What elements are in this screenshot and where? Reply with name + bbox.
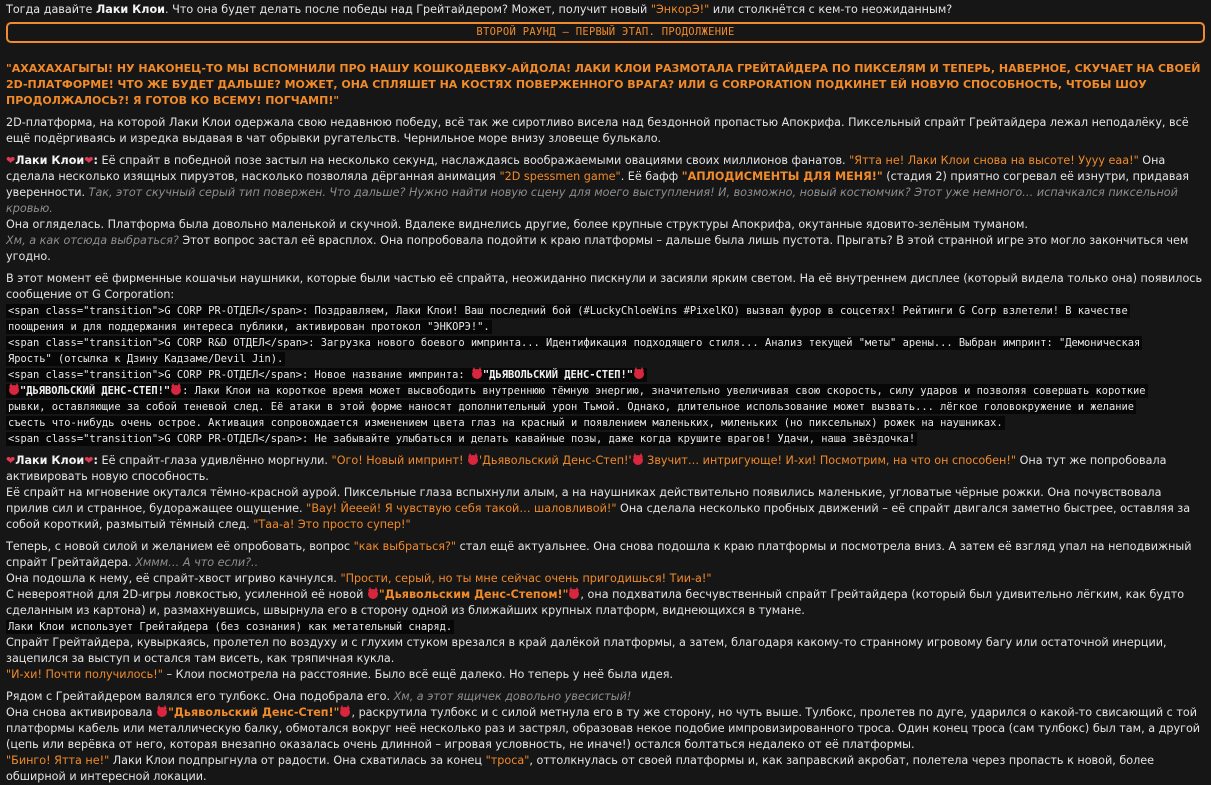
narration-paragraph: 2D-платформа, на которой Лаки Клои одержала свою недавнюю победу, всё так же сиротливо висела над бездонной пропастью Апокрифа. Пиксельный спрайт Грейтайдера лежал неподалёку, всё ещё подёргиваясь и изредка выдавая в чат обрывки ругательств. Чернильное море внизу зловеще булькало.: [6, 116, 1189, 145]
heart-icon: ❤: [84, 154, 94, 167]
devil-icon: [634, 369, 644, 379]
heart-icon: ❤: [6, 154, 16, 167]
character-paragraph: ❤Лаки Клои❤: Её спрайт-глаза удивлённо моргнули. "Ого! Новый импринт! 'Дьявольский Денс-Степ!' Звучит… интригующе! И-хи! Посмотрим, на что он способен!" Она тут же попробовала активировать новую способность.: [6, 454, 1167, 483]
round-banner: ВТОРОЙ РАУНД – ПЕРВЫЙ ЭТАП. ПРОДОЛЖЕНИЕ: [6, 22, 1205, 43]
system-message: "ДЬЯВОЛЬСКИЙ ДЕНС-СТЕП!" : Лаки Клои на короткое время может высвободить внутреннюю тёмную энергию, значительно увеличивая свою скорость, силу ударов и позволяя совершать короткие: [6, 384, 1148, 398]
narration-paragraph: Она огляделась. Платформа была довольно маленькой и скучной. Вдалеке виднелись другие, более крупные структуры Апокрифа, окутанные ядовито-зелёным туманом.: [6, 218, 1028, 231]
narration-paragraph: Хм, а как отсюда выбраться? Этот вопрос застал её врасплох. Она попробовала подойти к краю платформы – дальше была лишь пустота. Прыгать? В этой странной игре это могло закончиться чем угодно.: [6, 234, 1189, 263]
heart-icon: ❤: [6, 454, 16, 467]
system-message: <span class="transition">G CORP PR-ОТДЕЛ</span>: Не забывайте улыбаться и делать кавайные позы, даже когда крушите врагов! Удачи, наша звёздочка!: [8, 433, 916, 445]
devil-icon: [472, 369, 482, 379]
narration-paragraph: "Бинго! Ятта не!" Лаки Клои подпрыгнула от радости. Она схватилась за конец "троса", оттолкнулась от своей платформы и, как заправский акробат, полетела через пропасть к новой, более обширной и интересной локации.: [6, 754, 1155, 783]
narration-paragraph: Она снова активировала "Дьявольский Денс-Степ!" , раскрутила тулбокс и с силой метнула его в ту же сторону, но чуть выше. Тулбокс, пролетев по дуге, ударился о какой-то свисающий с той платформы кабель или металлическую балку, обмотался вокруг неё несколько раз и застрял, образовав некое подобие импровизированного троса. Один конец троса (сам тулбокс) был там, а другой (цепь или верёвка от него, которая внезапно оказалась очень длинной – игровая условность, не иначе!) остался болтаться недалеко от её платформы.: [6, 706, 1201, 751]
narration-paragraph: В этот момент её фирменные кошачьи наушники, которые были частью её спрайта, неожиданно пискнули и засияли ярким светом. На её внутреннем дисплее (который видела только она) появилось сообщение от G Corporation:: [6, 272, 1203, 301]
announcer-text: "АХАХАХАГЫГЫ! НУ НАКОНЕЦ-ТО МЫ ВСПОМНИЛИ ПРО НАШУ КОШКОДЕВКУ-АЙДОЛА! ЛАКИ КЛОИ РАЗМОТАЛА ГРЕЙТАЙДЕРА ПО ПИКСЕЛЯМ И ТЕПЕРЬ, НАВЕРНОЕ, СКУЧАЕТ НА СВОЕЙ 2D-ПЛАТФОРМЕ! ЧТО ЖЕ БУДЕТ ДАЛЬШЕ? МОЖЕТ, ОНА СПЛЯШЕТ НА КОСТЯХ ПОВЕРЖЕННОГО ВРАГА? ИЛИ G CORPORATION ПОДКИНЕТ ЕЙ НОВУЮ СПОСОБНОСТЬ, ЧТОБЫ ШОУ ПРОДОЛЖАЛОСЬ?! Я ГОТОВ КО ВСЕМУ! ПОГЧАМП!": [6, 62, 1201, 107]
devil-icon: [9, 385, 19, 395]
devil-icon: [569, 589, 579, 599]
system-messages: <span class="transition">G CORP PR-ОТДЕЛ</span>: Поздравляем, Лаки Клои! Ваш последний бой (#LuckyChloeWins #PixelKO) вызвал фурор в соцсетях! Рейтинги G Corp взлетели! В качестве поощрения и для поддержания интереса публики, активирован протокол "ЭНКОРЭ!". <span class="transition">G CORP R&D ОТДЕЛ</span>: Загрузка нового боевого импринта... Идентификация подходящего стиля... Анализ текущей "меты" арены... Выбран импринт: "Демоническая Ярость" (отсылка к Дзину Кадзаме/Devil Jin). <span class="transition">G CORP PR-ОТДЕЛ</span>: Новое название импринта: "ДЬЯВОЛЬСКИЙ ДЕНС-СТЕП!" "ДЬЯВОЛЬСКИЙ ДЕНС-СТЕП!" : Лаки Клои на короткое время может высвободить внутреннюю тёмную энергию, значительно увеличивая свою скорость, силу ударов и позволяя совершать короткие рывки, оставляющие за собой теневой след. Её атаки в этой форме наносят дополнительный урон Тьмой. Однако, длительное использование может вызвать... лёгкое головокружение и желание съесть что-нибудь очень острое. Активация сопровождается изменением цвета глаз на красный и появлением маленьких, миленьких (но пиксельных) рожек на наушниках. <span class="transition">G CORP PR-ОТДЕЛ</span>: Не забывайте улыбаться и делать кавайные позы, даже когда крушите врагов! Удачи, наша звёздочка!: [8, 305, 1146, 445]
devil-icon: [340, 707, 350, 717]
narration-paragraph: Рядом с Грейтайдером валялся его тулбокс. Она подобрала его. Хм, а этот ящичек довольно увесистый!: [6, 690, 632, 703]
system-message: Лаки Клои использует Грейтайдера (без сознания) как метательный снаряд.: [8, 621, 453, 633]
system-message: <span class="transition">G CORP PR-ОТДЕЛ</span>: Новое название импринта: "ДЬЯВОЛЬСКИЙ ДЕНС-СТЕП!": [6, 368, 647, 382]
devil-icon: [468, 455, 478, 465]
system-message: <span class="transition">G CORP R&D ОТДЕЛ</span>: Загрузка нового боевого импринта... Идентификация подходящего стиля... Анализ текущей "меты" арены... Выбран импринт: "Демоническая: [8, 337, 1141, 349]
narration-paragraph: Спрайт Грейтайдера, кувыркаясь, пролетел по воздуху и с глухим стуком врезался в край далёкой платформы, а затем, благодаря какому-то странному игровому багу или остаточной инерции, зацепился за выступ и остался там висеть, как тряпичная кукла.: [6, 636, 1167, 665]
narration-paragraph: С невероятной для 2D-игры ловкостью, усиленной её новой "Дьявольским Денс-Степом!" , она подхватила бесчувственный спрайт Грейтайдера (который был удивительно лёгким, как будто сделанным из картона) и, размахнувшись, швырнула его в сторону одной из ближайших крупных платформ, виднеющихся в тумане.: [6, 588, 1185, 617]
character-name: Лаки Клои: [95, 3, 166, 16]
devil-icon: [171, 385, 181, 395]
intro-line: Тогда давайте Лаки Клои. Что она будет делать после победы над Грейтайдером? Может, получит новый "ЭнкорЭ!" или столкнётся с кем-то неожиданным?: [6, 3, 953, 16]
narration-paragraph: Её спрайт на мгновение окутался тёмно-красной аурой. Пиксельные глаза вспыхнули алым, а на наушниках действительно появились маленькие, угловатые чёрные рожки. Она почувствовала прилив сил и странное, будоражащее ощущение. "Вау! Йееей! Я чувствую себя такой… шаловливой!" Она сделала несколько пробных движений – её спрайт двигался заметно быстрее, оставляя за собой короткий, размытый тёмный след. "Таа-а! Это просто супер!": [6, 486, 1191, 531]
devil-icon: [633, 455, 643, 465]
character-paragraph: ❤Лаки Клои❤: Её спрайт в победной позе застыл на несколько секунд, наслаждаясь воображаемыми овациями своих миллионов фанатов. "Ятта не! Лаки Клои снова на высоте! Уууу еаа!" Она сделала несколько изящных пируэтов, насколько позволяла дёрганная анимация "2D spessmen game". Её бафф "АПЛОДИСМЕНТЫ ДЛЯ МЕНЯ!" (стадия 2) приятно согревал её изнутри, придавая уверенности. Так, этот скучный серый тип повержен. Что дальше? Нужно найти новую сцену для моего выступления! И, возможно, новый костюмчик? Этот уже немного… испачкался пиксельной кровью.: [6, 154, 1190, 215]
devil-icon: [157, 707, 167, 717]
devil-icon: [368, 589, 378, 599]
system-message: <span class="transition">G CORP PR-ОТДЕЛ</span>: Поздравляем, Лаки Клои! Ваш последний бой (#LuckyChloeWins #PixelKO) вызвал фурор в соцсетях! Рейтинги G Corp взлетели! В качестве: [8, 305, 1128, 317]
narration-paragraph: Она подошла к нему, её спрайт-хвост игриво качнулся. "Прости, серый, но ты мне сейчас очень пригодишься! Тии-а!": [6, 572, 712, 585]
narration-paragraph: "И-хи! Почти получилось!" – Клои посмотрела на расстояние. Было всё ещё далеко. Но теперь у неё была идея.: [6, 668, 674, 681]
heart-icon: ❤: [84, 454, 94, 467]
narration-paragraph: Теперь, с новой силой и желанием её опробовать, вопрос "как выбраться?" стал ещё актуальнее. Она снова подошла к краю платформы и посмотрела вниз. А затем её взгляд упал на неподвижный спрайт Грейтайдера. Хммм… А что если?..: [6, 540, 1192, 569]
